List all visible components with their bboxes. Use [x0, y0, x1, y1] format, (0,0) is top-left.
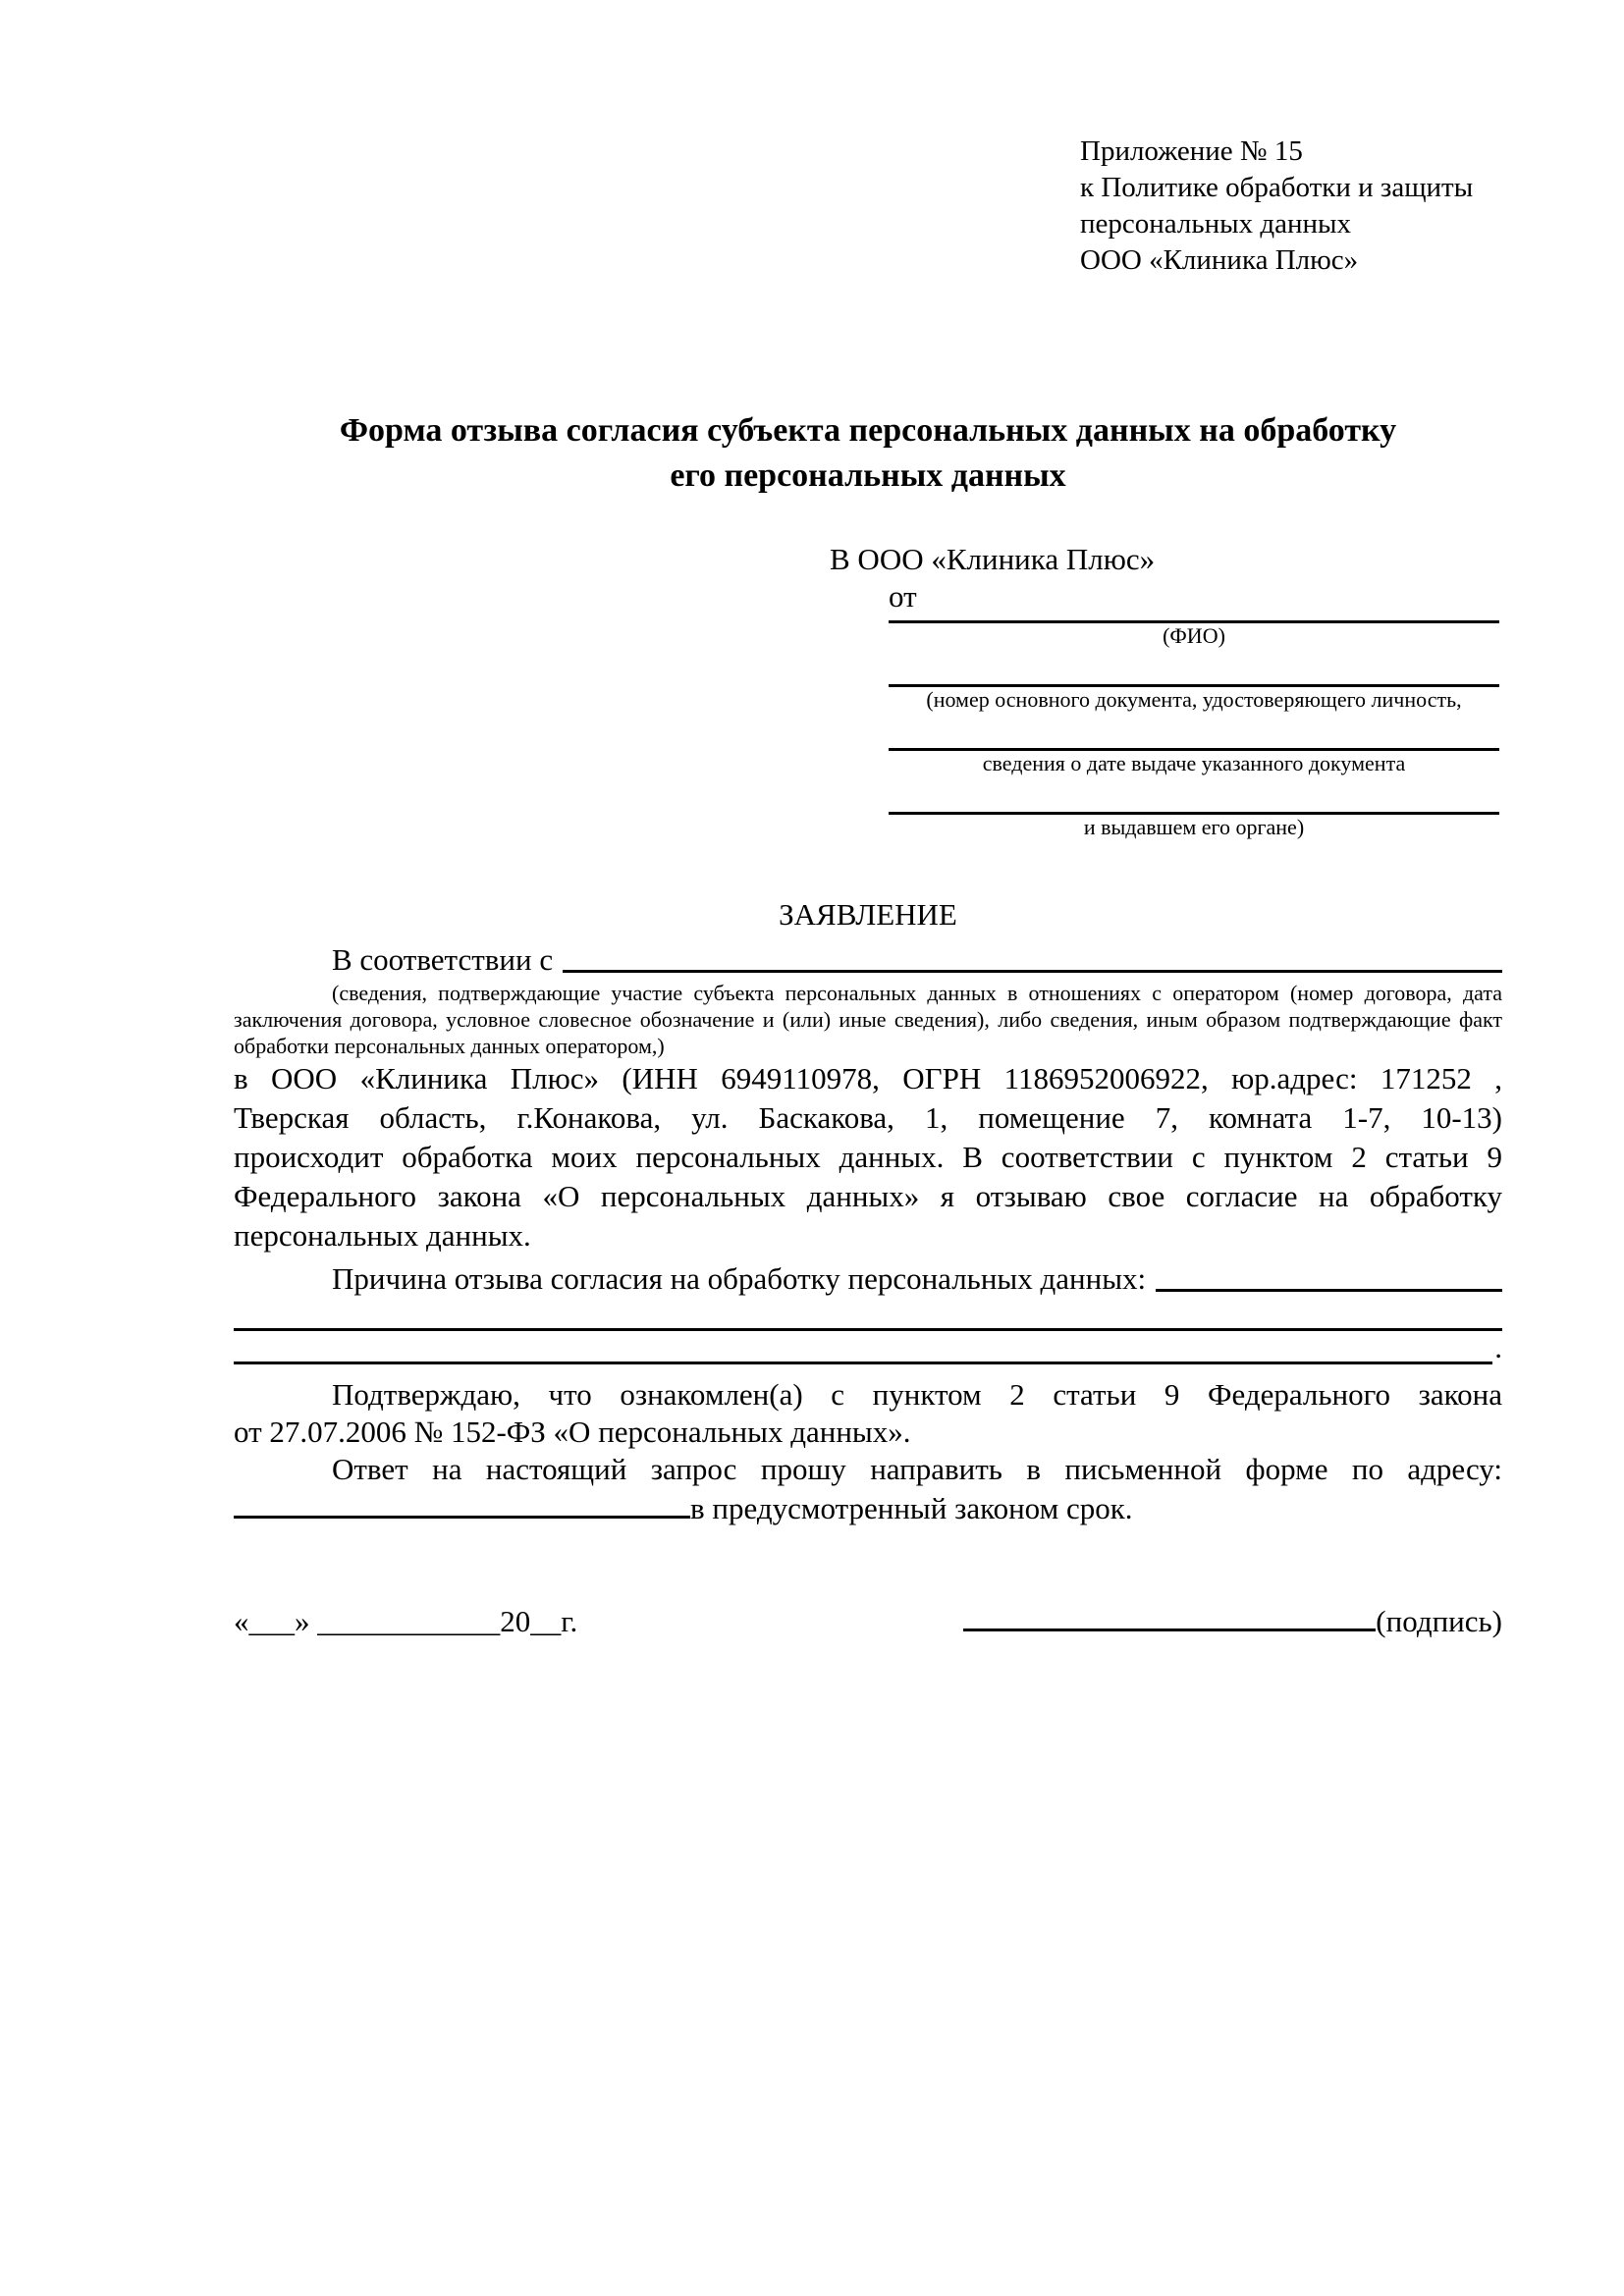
recipient-from-label: от — [889, 579, 917, 614]
issue-date-caption: сведения о дате выдаче указанного документа — [982, 751, 1406, 775]
document-title — [234, 408, 1502, 499]
fio-blank-line — [889, 614, 1499, 623]
signature-caption: (подпись) — [1376, 1604, 1502, 1638]
annex-line-1: Приложение № 15 — [1080, 135, 1303, 167]
address-line — [234, 1488, 1502, 1528]
confirmation-paragraph — [234, 1376, 1502, 1451]
footnote-line-1: (сведения, подтверждающие участие субъекта персональных данных в отношениях с оператором (номер договора, дата — [332, 981, 1502, 1005]
annex-line-2: к Политике обработки и защиты — [1080, 172, 1474, 203]
address-blank-line — [234, 1488, 690, 1519]
reason-blank-line-3-rule — [234, 1334, 1492, 1364]
document-title-line-2: его персональных данных — [670, 457, 1066, 494]
issuing-authority-blank-line — [889, 776, 1499, 815]
signature-blank-line — [963, 1625, 1376, 1631]
body-line-3: происходит обработка моих персональных данных. В соответствии с пунктом 2 статьи 9 — [234, 1140, 1502, 1174]
date-blank: «___» ____________20__г. — [234, 1604, 578, 1638]
confirmation-line-1: Подтверждаю, что ознакомлен(а) с пунктом 2 статьи 9 Федерального закона — [332, 1377, 1502, 1412]
reason-label: Причина отзыва согласия на обработку персональных данных: — [332, 1261, 1147, 1296]
reason-line — [234, 1259, 1502, 1299]
annex-line-4: ООО «Клиника Плюс» — [1080, 244, 1359, 276]
fio-field — [889, 614, 1499, 649]
footnote-line-2: заключения договора, условное словесное обозначение и (или) иные сведения), либо сведения, иным образом подтверждающие факт — [234, 1007, 1502, 1032]
intro-prefix: В соответствии с — [332, 942, 554, 977]
body-line-5: персональных данных. — [234, 1218, 531, 1253]
confirmation-line-2: от 27.07.2006 № 152-ФЗ «О персональных данных». — [234, 1415, 911, 1449]
intro-blank-line — [563, 940, 1502, 973]
document-number-blank-line — [889, 649, 1499, 687]
signature-row — [234, 1603, 1502, 1640]
intro-footnote — [234, 980, 1502, 1059]
issuing-authority-field — [889, 776, 1499, 840]
statement-body — [234, 1059, 1502, 1255]
body-line-1: в ООО «Клиника Плюс» (ИНН 6949110978, ОГРН 1186952006922, юр.адрес: 171252 , — [234, 1061, 1502, 1095]
statement-heading: ЗАЯВЛЕНИЕ — [779, 897, 957, 932]
document-title-line-1: Форма отзыва согласия субъекта персональных данных на обработку — [339, 412, 1397, 449]
footnote-line-3: обработки персональных данных оператором,) — [234, 1034, 665, 1058]
recipient-to: В ООО «Клиника Плюс» — [830, 542, 1156, 576]
issue-date-field — [889, 713, 1499, 776]
body-line-2: Тверская область, г.Конакова, ул. Баскакова, 1, помещение 7, комната 1-7, 10-13) — [234, 1100, 1502, 1135]
answer-suffix: в предусмотренный законом срок. — [690, 1491, 1133, 1525]
issuing-authority-caption: и выдавшем его органе) — [1083, 815, 1305, 839]
answer-request-line: Ответ на настоящий запрос прошу направить в письменной форме по адресу: — [332, 1452, 1502, 1486]
issue-date-blank-line — [889, 713, 1499, 751]
document-number-caption: (номер основного документа, удостоверяющего личность, — [926, 687, 1462, 712]
reason-period: . — [1494, 1330, 1502, 1364]
fio-caption: (ФИО) — [1163, 623, 1225, 648]
reason-blank-line — [1156, 1259, 1502, 1292]
body-line-4: Федерального закона «О персональных данных» я отзываю свое согласие на обработку — [234, 1179, 1502, 1213]
reason-blank-line-2 — [234, 1299, 1502, 1331]
signature-block — [963, 1603, 1502, 1640]
recipient-block — [830, 542, 1499, 840]
annex-header — [1080, 133, 1502, 279]
annex-line-3: персональных данных — [1080, 208, 1352, 240]
intro-line — [234, 940, 1502, 980]
document-number-field — [889, 649, 1499, 713]
reason-blank-line-3 — [234, 1331, 1502, 1364]
